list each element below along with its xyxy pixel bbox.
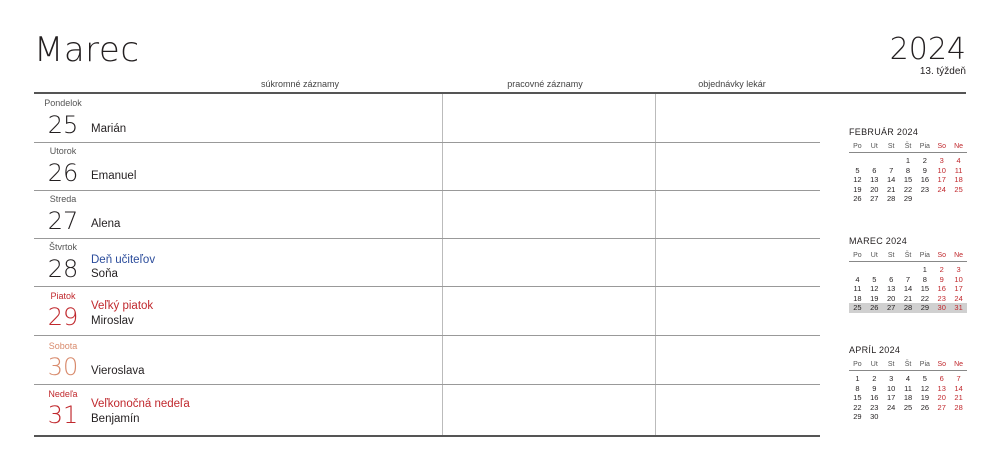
calendar-day: 8 xyxy=(922,274,927,284)
day-name: Piatok xyxy=(50,291,76,301)
mini-calendar-title: FEBRUÁR 2024 xyxy=(849,127,919,137)
day-number: 26 xyxy=(47,159,79,187)
mini-calendar-february xyxy=(849,127,967,204)
weekday-header-row xyxy=(849,361,967,371)
calendar-day xyxy=(950,194,967,204)
calendar-day: 23 xyxy=(937,293,946,303)
calendar-day: 17 xyxy=(954,284,963,294)
calendar-week-row xyxy=(849,185,967,195)
mini-calendar-april xyxy=(849,345,967,422)
mini-calendar-title: MAREC 2024 xyxy=(849,236,908,246)
calendar-day: 27 xyxy=(937,402,946,412)
calendar-day xyxy=(866,156,883,166)
calendar-day: 7 xyxy=(905,274,911,284)
calendar-day: 2 xyxy=(922,156,927,165)
calendar-day: 8 xyxy=(855,383,860,393)
calendar-day: 13 xyxy=(886,284,896,294)
weekday-header: Pia xyxy=(919,361,930,368)
column-header-work: pracovné záznamy xyxy=(507,79,583,89)
calendar-day: 4 xyxy=(855,274,860,284)
calendar-day: 25 xyxy=(903,402,913,412)
name-day: Vieroslava xyxy=(91,365,145,377)
calendar-day xyxy=(900,412,917,422)
weekday-header: Št xyxy=(904,361,912,368)
calendar-day xyxy=(916,412,933,422)
day-number: 25 xyxy=(47,111,79,139)
calendar-day: 28 xyxy=(903,303,913,313)
calendar-day xyxy=(933,194,950,204)
day-number: 27 xyxy=(47,207,79,235)
calendar-day xyxy=(849,265,866,275)
calendar-day: 21 xyxy=(954,393,963,403)
calendar-day: 5 xyxy=(872,274,877,284)
calendar-day: 11 xyxy=(954,165,963,175)
calendar-day: 20 xyxy=(937,393,946,403)
calendar-day: 30 xyxy=(870,412,879,422)
calendar-day: 31 xyxy=(954,303,963,313)
year-label: 2024 xyxy=(889,32,966,67)
calendar-day: 9 xyxy=(922,165,927,175)
weekday-header-row xyxy=(849,252,967,262)
calendar-day: 20 xyxy=(886,293,896,303)
calendar-week-row xyxy=(849,194,967,204)
row-divider xyxy=(34,190,820,191)
calendar-day: 30 xyxy=(937,303,946,313)
calendar-day: 29 xyxy=(903,194,913,204)
calendar-day: 27 xyxy=(870,194,879,204)
calendar-day: 28 xyxy=(954,402,963,412)
row-divider xyxy=(34,142,820,143)
day-name: Streda xyxy=(49,194,77,204)
calendar-day: 11 xyxy=(904,383,912,393)
calendar-day: 13 xyxy=(937,383,946,393)
calendar-day: 16 xyxy=(920,175,930,185)
calendar-day: 3 xyxy=(889,374,894,383)
calendar-day: 22 xyxy=(903,184,913,194)
calendar-day: 26 xyxy=(870,303,879,313)
day-name: Sobota xyxy=(48,341,78,351)
calendar-week-row xyxy=(849,393,967,403)
calendar-day: 19 xyxy=(870,293,879,303)
calendar-day: 5 xyxy=(855,165,860,175)
calendar-day: 9 xyxy=(939,274,944,284)
calendar-day: 13 xyxy=(870,175,879,185)
calendar-week-row xyxy=(849,265,967,275)
week-label: 13. týždeň xyxy=(919,66,966,77)
calendar-day: 10 xyxy=(886,383,896,393)
weekday-header: Ne xyxy=(954,143,964,150)
calendar-day: 7 xyxy=(956,374,961,383)
row-divider xyxy=(34,335,820,336)
calendar-day: 22 xyxy=(853,402,862,412)
calendar-day: 26 xyxy=(920,402,930,412)
calendar-day xyxy=(933,412,950,422)
calendar-day: 4 xyxy=(905,374,911,383)
calendar-day: 18 xyxy=(954,175,963,185)
calendar-day: 27 xyxy=(886,303,896,313)
calendar-day xyxy=(883,156,900,166)
calendar-day: 15 xyxy=(920,284,930,294)
calendar-day: 17 xyxy=(937,175,946,185)
day-number: 30 xyxy=(47,353,79,381)
calendar-day: 12 xyxy=(870,284,879,294)
calendar-week-row xyxy=(849,275,967,285)
weekday-header: Ne xyxy=(954,252,964,259)
calendar-week-row xyxy=(849,403,967,413)
calendar-week-row xyxy=(849,156,967,166)
mini-calendar-grid xyxy=(849,361,967,422)
calendar-day: 14 xyxy=(954,383,963,393)
weekday-header: Ne xyxy=(954,361,964,368)
weekday-header: Pia xyxy=(919,143,930,150)
calendar-day: 12 xyxy=(920,383,930,393)
weekday-header: St xyxy=(887,361,895,368)
weekday-header: Pia xyxy=(919,252,930,259)
calendar-day: 3 xyxy=(939,156,944,165)
calendar-day: 15 xyxy=(853,393,862,403)
mini-calendar-grid xyxy=(849,252,967,313)
calendar-week-row xyxy=(849,175,967,185)
calendar-day xyxy=(849,156,866,166)
calendar-week-row xyxy=(849,412,967,422)
calendar-day: 5 xyxy=(922,374,927,383)
name-day: Emanuel xyxy=(91,170,137,182)
weekday-header: So xyxy=(937,361,946,368)
day-name: Nedeľa xyxy=(48,389,78,399)
calendar-day: 25 xyxy=(853,303,862,313)
name-day: Benjamín xyxy=(91,413,140,425)
weekday-header: Ut xyxy=(870,252,878,259)
calendar-day: 19 xyxy=(920,393,930,403)
calendar-week-row xyxy=(849,374,967,384)
weekday-header: St xyxy=(887,252,895,259)
calendar-day: 10 xyxy=(954,274,963,284)
column-header-doctor: objednávky lekár xyxy=(698,79,766,89)
name-day: Alena xyxy=(91,218,121,230)
calendar-day: 8 xyxy=(905,165,911,175)
calendar-day: 17 xyxy=(886,393,896,403)
day-number: 29 xyxy=(47,303,79,331)
calendar-day: 16 xyxy=(937,284,946,294)
calendar-day: 23 xyxy=(920,184,930,194)
weekday-header: Št xyxy=(904,252,912,259)
calendar-day: 14 xyxy=(903,284,913,294)
weekday-header: Po xyxy=(853,361,862,368)
mini-calendar-march xyxy=(849,236,967,313)
calendar-day: 18 xyxy=(903,393,913,403)
mini-calendar-title: APRÍL 2024 xyxy=(849,345,901,355)
weekday-header: So xyxy=(937,143,946,150)
calendar-day: 29 xyxy=(920,303,930,313)
calendar-week-row xyxy=(849,384,967,394)
row-divider xyxy=(34,238,820,239)
weekday-header: Po xyxy=(853,143,862,150)
column-header-private: súkromné záznamy xyxy=(260,79,340,89)
calendar-day: 11 xyxy=(853,284,862,294)
day-name: Štvrtok xyxy=(48,242,77,252)
day-number: 28 xyxy=(47,255,79,283)
calendar-day xyxy=(883,412,900,422)
weekday-header: So xyxy=(937,252,946,259)
weekday-header: Po xyxy=(853,252,862,259)
calendar-day: 14 xyxy=(886,175,896,185)
calendar-day: 3 xyxy=(956,265,961,274)
name-day: Miroslav xyxy=(91,315,134,327)
calendar-day: 6 xyxy=(872,165,877,175)
bottom-rule xyxy=(34,435,820,437)
calendar-day: 20 xyxy=(870,184,879,194)
calendar-day: 1 xyxy=(855,374,860,383)
header-rule xyxy=(34,92,966,94)
calendar-day xyxy=(916,194,933,204)
calendar-day: 29 xyxy=(853,412,862,422)
calendar-day: 6 xyxy=(939,374,944,383)
weekday-header: Št xyxy=(904,143,912,150)
calendar-day: 15 xyxy=(903,175,913,185)
calendar-day: 24 xyxy=(954,293,963,303)
row-divider xyxy=(34,384,820,385)
holiday-label: Veľký piatok xyxy=(91,300,154,312)
calendar-week-row xyxy=(849,294,967,304)
holiday-label: Veľkonočná nedeľa xyxy=(91,398,190,410)
calendar-day: 16 xyxy=(870,393,879,403)
calendar-day: 26 xyxy=(853,194,862,204)
calendar-day xyxy=(866,265,883,275)
calendar-week-row xyxy=(849,303,967,313)
weekday-header: Ut xyxy=(870,143,878,150)
calendar-day: 23 xyxy=(870,402,879,412)
calendar-day: 24 xyxy=(886,402,896,412)
calendar-day: 1 xyxy=(922,265,927,274)
calendar-day: 4 xyxy=(956,156,961,165)
calendar-day: 22 xyxy=(920,293,930,303)
name-day: Soňa xyxy=(91,268,118,280)
mini-calendar-grid xyxy=(849,143,967,204)
calendar-day: 7 xyxy=(889,165,894,175)
calendar-day: 24 xyxy=(937,184,946,194)
calendar-day xyxy=(900,265,917,275)
weekday-header: Ut xyxy=(870,361,878,368)
day-name: Pondelok xyxy=(44,98,82,108)
name-day: Marián xyxy=(91,123,127,135)
calendar-day: 25 xyxy=(954,184,963,194)
calendar-day: 10 xyxy=(937,165,946,175)
calendar-day: 21 xyxy=(886,184,896,194)
calendar-week-row xyxy=(849,284,967,294)
day-name: Utorok xyxy=(49,146,77,156)
calendar-day: 2 xyxy=(872,374,877,383)
weekday-header-row xyxy=(849,143,967,153)
calendar-day: 19 xyxy=(853,184,862,194)
calendar-week-row xyxy=(849,166,967,176)
weekday-header: St xyxy=(887,143,895,150)
calendar-day xyxy=(950,412,967,422)
calendar-day: 6 xyxy=(889,274,894,284)
month-title: Marec xyxy=(34,30,140,70)
calendar-day: 12 xyxy=(853,175,862,185)
calendar-day: 9 xyxy=(872,383,877,393)
day-number: 31 xyxy=(47,401,79,429)
row-divider xyxy=(34,286,820,287)
calendar-day: 28 xyxy=(886,194,896,204)
calendar-day: 2 xyxy=(939,265,944,274)
calendar-day xyxy=(883,265,900,275)
calendar-day: 21 xyxy=(903,293,913,303)
calendar-day: 18 xyxy=(853,293,862,303)
holiday-label: Deň učiteľov xyxy=(91,254,156,266)
calendar-day: 1 xyxy=(905,156,911,165)
